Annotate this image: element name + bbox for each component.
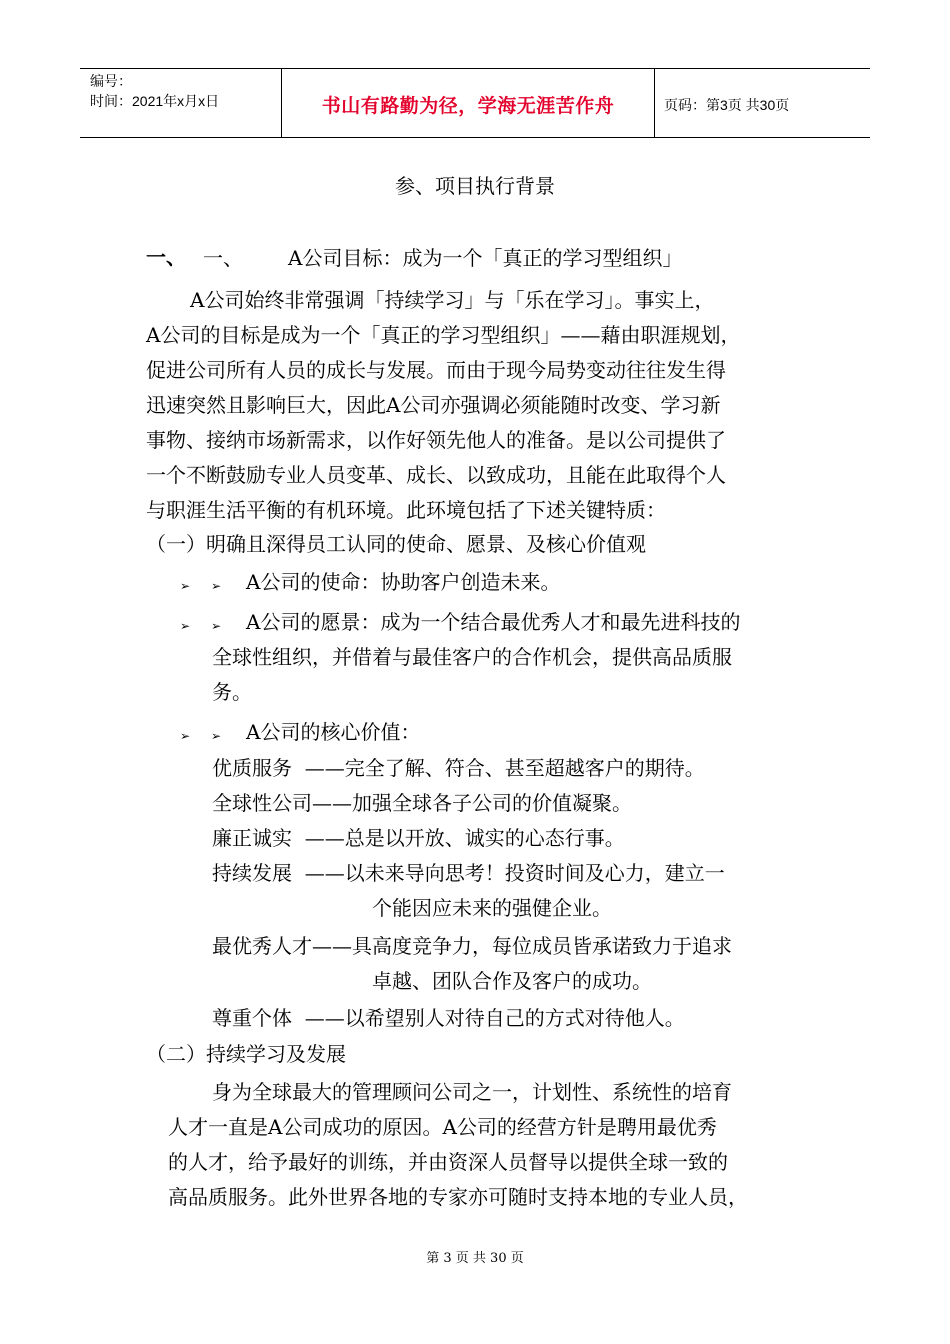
document-number-label: 编号： (90, 73, 132, 89)
bullet-vision-line: 全球性组织，并借着与最佳客户的合作机会，提供高品质服 (212, 645, 732, 669)
arrow-bullet-icon: ➢ (211, 619, 222, 633)
paragraph-line: 迅速突然且影响巨大，因此A公司亦强调必须能随时改变、学习新 (146, 393, 721, 417)
section-title: 参、项目执行背景 (395, 174, 555, 198)
arrow-bullet-icon: ➢ (180, 619, 191, 633)
core-value-line: 卓越、团队合作及客户的成功。 (372, 969, 652, 993)
arrow-bullet-icon: ➢ (211, 729, 222, 743)
bullet-vision-line: 务。 (212, 680, 252, 704)
bullet-mission: A公司的使命：协助客户创造未来。 (246, 570, 561, 594)
heading-marker: 一、 (146, 247, 186, 269)
arrow-bullet-icon: ➢ (211, 579, 222, 593)
paragraph-line: A公司的目标是成为一个「真正的学习型组织」——藉由职涯规划， (146, 323, 741, 347)
paragraph-line: 人才一直是A公司成功的原因。A公司的经营方针是聘用最优秀 (168, 1115, 717, 1139)
core-value-line: 尊重个体 ——以希望别人对待自己的方式对待他人。 (212, 1006, 685, 1030)
header-left-cell (80, 69, 281, 137)
header-motto: 书山有路勤为径，学海无涯苦作舟 (321, 96, 615, 117)
core-value-line: 廉正诚实 ——总是以开放、诚实的心态行事。 (212, 826, 625, 850)
arrow-bullet-icon: ➢ (180, 729, 191, 743)
paragraph-line: A公司始终非常强调「持续学习」与「乐在学习」。事实上， (190, 288, 715, 312)
core-value-line: 持续发展 ——以未来导向思考！投资时间及心力，建立一 (212, 861, 725, 885)
bullet-vision-line: A公司的愿景：成为一个结合最优秀人才和最先进科技的 (246, 610, 741, 634)
heading-text: A公司目标：成为一个「真正的学习型组织」 (288, 246, 683, 270)
paragraph-line: 身为全球最大的管理顾问公司之一，计划性、系统性的培育 (212, 1080, 732, 1104)
header-table (80, 68, 870, 138)
header-motto-cell (281, 69, 655, 137)
page-footer: 第 3 页 共 30 页 (426, 1251, 524, 1266)
core-value-line: 个能因应未来的强健企业。 (372, 896, 612, 920)
core-value-line: 最优秀人才——具高度竞争力，每位成员皆承诺致力于追求 (212, 934, 732, 958)
core-value-line: 全球性公司——加强全球各子公司的价值凝聚。 (212, 791, 632, 815)
paragraph-line: 促进公司所有人员的成长与发展。而由于现今局势变动往往发生得 (146, 358, 726, 382)
header-page-cell (654, 69, 870, 137)
arrow-bullet-icon: ➢ (180, 579, 191, 593)
paragraph-line: 一个不断鼓励专业人员变革、成长、以致成功，且能在此取得个人 (146, 463, 726, 487)
paragraph-line: 高品质服务。此外世界各地的专家亦可随时支持本地的专业人员， (168, 1185, 748, 1209)
document-date: 时间：2021年x月x日 (90, 93, 220, 109)
header-page-info: 页码：第3页 共30页 (664, 97, 790, 113)
subheading-mission-values: （一）明确且深得员工认同的使命、愿景、及核心价值观 (146, 532, 646, 556)
bullet-values-title: A公司的核心价值： (246, 720, 421, 744)
heading-sub-marker: 一、 (203, 246, 243, 270)
paragraph-line: 的人才，给予最好的训练，并由资深人员督导以提供全球一致的 (168, 1150, 728, 1174)
paragraph-line: 事物、接纳市场新需求，以作好领先他人的准备。是以公司提供了 (146, 428, 726, 452)
core-value-line: 优质服务 ——完全了解、符合、甚至超越客户的期待。 (212, 756, 705, 780)
subheading-learning: （二）持续学习及发展 (146, 1042, 346, 1066)
paragraph-line: 与职涯生活平衡的有机环境。此环境包括了下述关键特质： (146, 498, 666, 522)
